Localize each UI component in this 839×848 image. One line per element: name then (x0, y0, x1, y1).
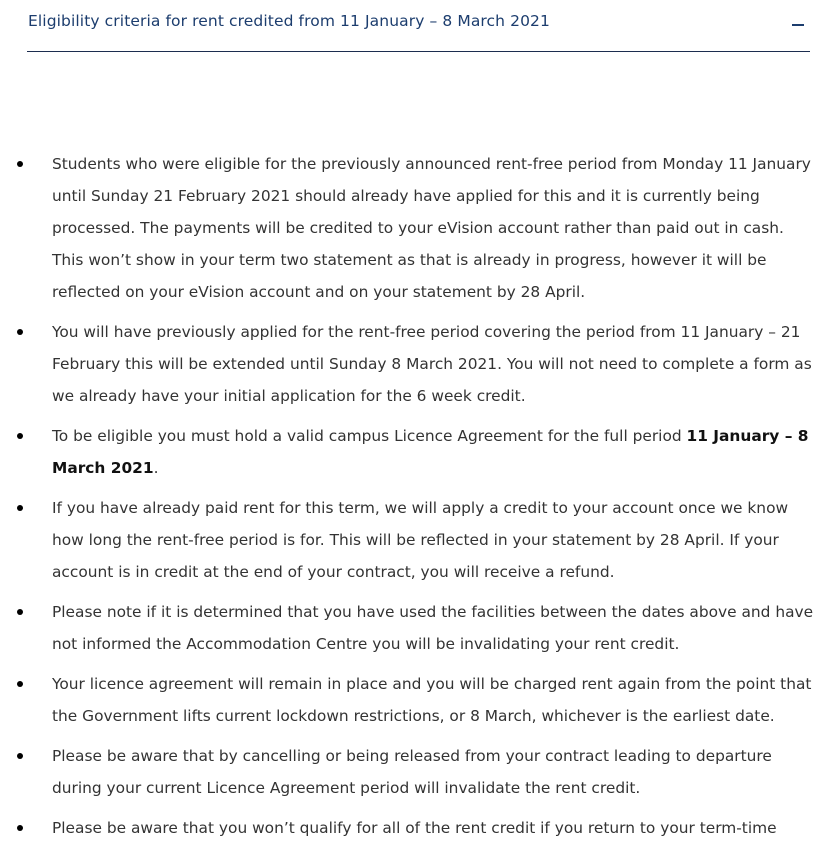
list-item-text: To be eligible you must hold a valid campus Licence Agreement for the full period (52, 427, 687, 445)
list-item-text: Please note if it is determined that you have used the facilities between the dates above and have not informed the Accommodation Centre you will be invalidating your rent credit. (52, 603, 814, 653)
list-item-text: Please be aware that by cancelling or being released from your contract leading to departure during your current Licence Agreement period will invalidate the rent credit. (52, 747, 772, 797)
list-item (0, 148, 839, 308)
bullet-icon (17, 609, 23, 615)
minus-icon[interactable] (792, 24, 804, 26)
accordion-header[interactable] (27, 0, 810, 52)
bullet-icon (17, 329, 23, 335)
list-item-text-end: . (153, 459, 159, 477)
list-item-text: Your licence agreement will remain in place and you will be charged rent again from the point that the Government lifts current lockdown restrictions, or 8 March, whichever is the earliest date. (52, 675, 812, 725)
list-item-text: If you have already paid rent for this term, we will apply a credit to your account once we know how long the rent-free period is for. This will be reflected in your statement by 28 April. If your account is in credit at the end of your contract, you will receive a refund. (52, 499, 789, 581)
list-item (0, 316, 839, 412)
bullet-icon (17, 681, 23, 687)
bullet-icon (17, 505, 23, 511)
bullet-icon (17, 161, 23, 167)
eligibility-period: 11 January – 8 March 2021 (52, 427, 809, 477)
bullet-icon (17, 825, 23, 831)
list-item-text: Please be aware that you won’t qualify for all of the rent credit if you return to your term-time (52, 819, 777, 837)
list-item-text: You will have previously applied for the rent-free period covering the period from 11 January – 21 February this will be extended until Sunday 8 March 2021. You will not need to complete a form as we already have your initial application for the 6 week credit. (52, 323, 812, 405)
list-item (0, 740, 839, 804)
list-item (0, 812, 839, 844)
list-item-text: Students who were eligible for the previously announced rent-free period from Monday 11 January until Sunday 21 February 2021 should already have applied for this and it is currently being processed. The payments will be credited to your eVision account rather than paid out in cash. This won’t show in your term two statement as that is already in progress, however it will be reflected on your eVision account and on your statement by 28 April. (52, 155, 811, 301)
eligibility-criteria-list (0, 148, 839, 848)
bullet-icon (17, 433, 23, 439)
list-item (0, 420, 839, 484)
list-item (0, 492, 839, 588)
list-item (0, 668, 839, 732)
list-item (0, 596, 839, 660)
bullet-icon (17, 753, 23, 759)
accordion-title[interactable]: Eligibility criteria for rent credited from 11 January – 8 March 2021 (28, 12, 550, 30)
